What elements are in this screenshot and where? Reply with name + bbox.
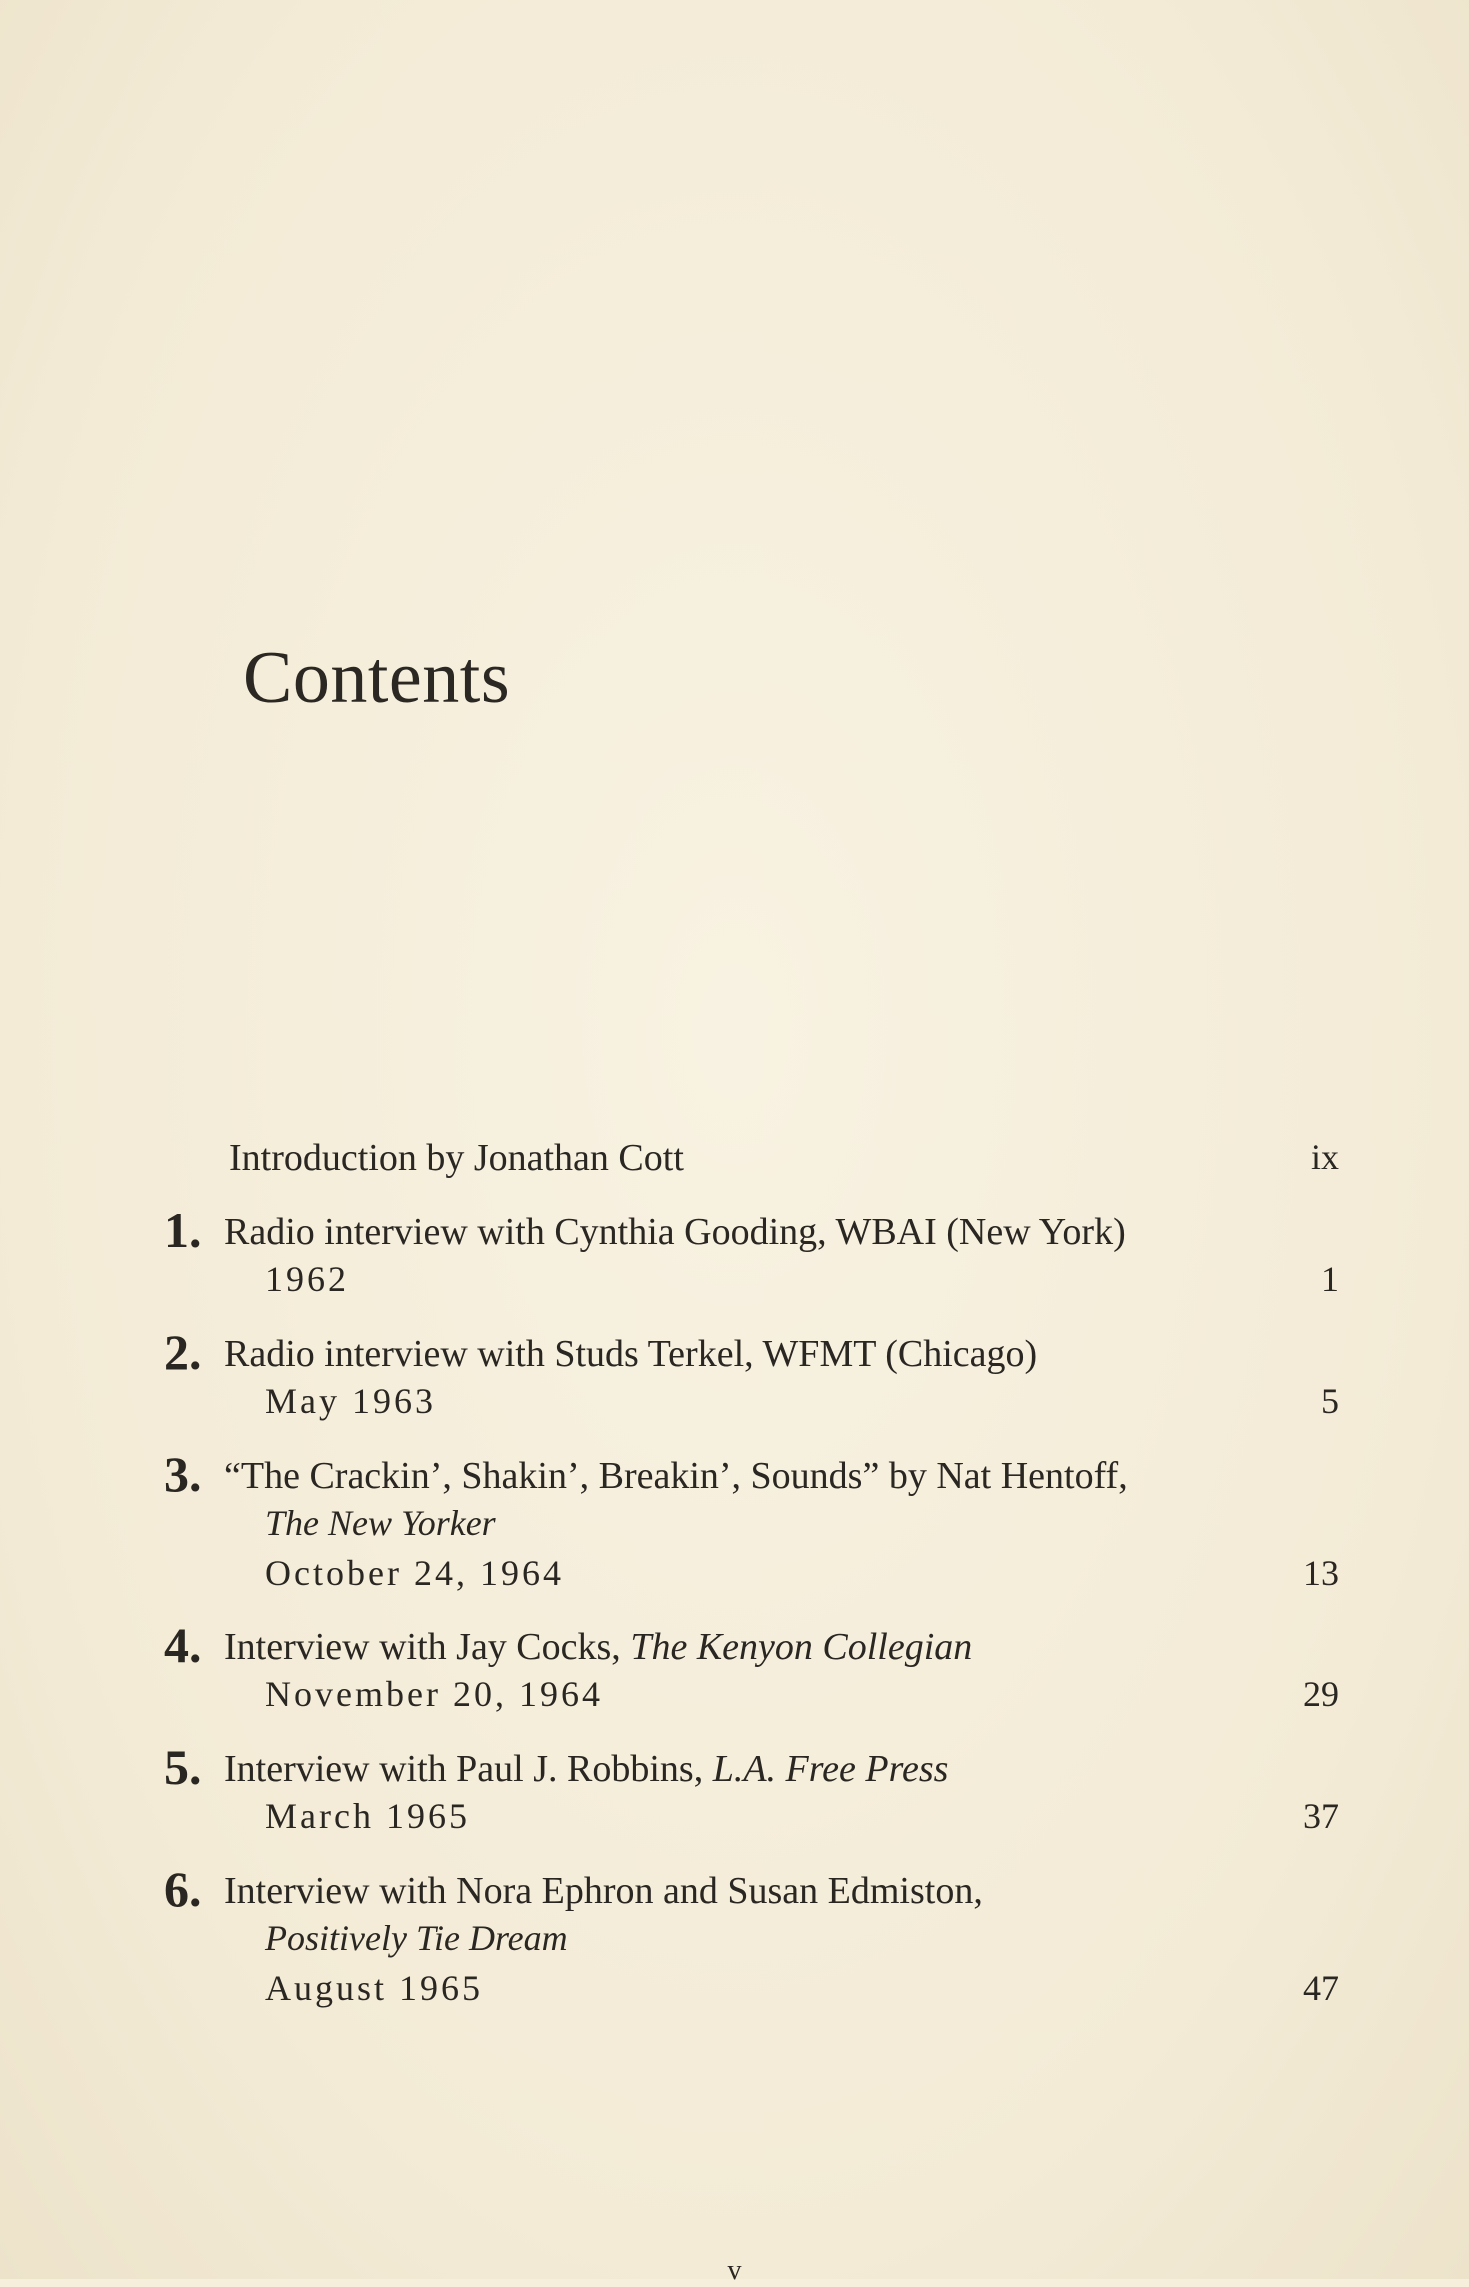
toc-entry-date: November 20, 1964: [265, 1674, 603, 1714]
toc-entry-date: August 1965: [265, 1968, 484, 2008]
toc-entry-title: “The Crackin’, Shakin’, Breakin’, Sounds” by Nat Hentoff,: [224, 1455, 1128, 1497]
toc-page-number: ix: [1310, 1137, 1339, 1177]
page-folio: v: [727, 2255, 742, 2286]
toc-entry-number: 3.: [164, 1446, 202, 1502]
toc-entry-date: March 1965: [265, 1796, 470, 1836]
toc-page-number: 29: [1303, 1674, 1339, 1714]
toc-entry-title: Radio interview with Studs Terkel, WFMT (Chicago): [224, 1333, 1038, 1375]
toc-entry-date: October 24, 1964: [265, 1553, 564, 1593]
toc-page-number: 1: [1321, 1259, 1339, 1299]
toc-intro-text: Introduction by Jonathan Cott: [229, 1137, 684, 1179]
toc-entry-number: 2.: [164, 1324, 202, 1380]
toc-entry-title: Interview with Nora Ephron and Susan Edmiston,: [224, 1870, 983, 1912]
toc-page-number: 37: [1303, 1796, 1339, 1836]
toc-entry-date: May 1963: [265, 1381, 436, 1421]
toc-entry-number: 4.: [164, 1617, 202, 1673]
toc-page-number: 13: [1303, 1553, 1339, 1593]
toc-entry-number: 6.: [164, 1861, 202, 1917]
toc-entry-number: 1.: [164, 1202, 202, 1258]
page-title: Contents: [243, 637, 511, 719]
toc-entry-publication: Positively Tie Dream: [265, 1918, 568, 1958]
toc-entry-title: Interview with Paul J. Robbins, L.A. Free Press: [224, 1748, 949, 1790]
toc-entry-title: Interview with Jay Cocks, The Kenyon Collegian: [224, 1626, 973, 1668]
toc-entry-publication: The New Yorker: [265, 1503, 496, 1543]
toc-entry-date: 1962: [265, 1259, 349, 1299]
toc-page-number: 47: [1303, 1968, 1339, 2008]
toc-page-number: 5: [1321, 1381, 1339, 1421]
toc-entry-title: Radio interview with Cynthia Gooding, WBAI (New York): [224, 1211, 1126, 1253]
toc-entry-number: 5.: [164, 1739, 202, 1795]
